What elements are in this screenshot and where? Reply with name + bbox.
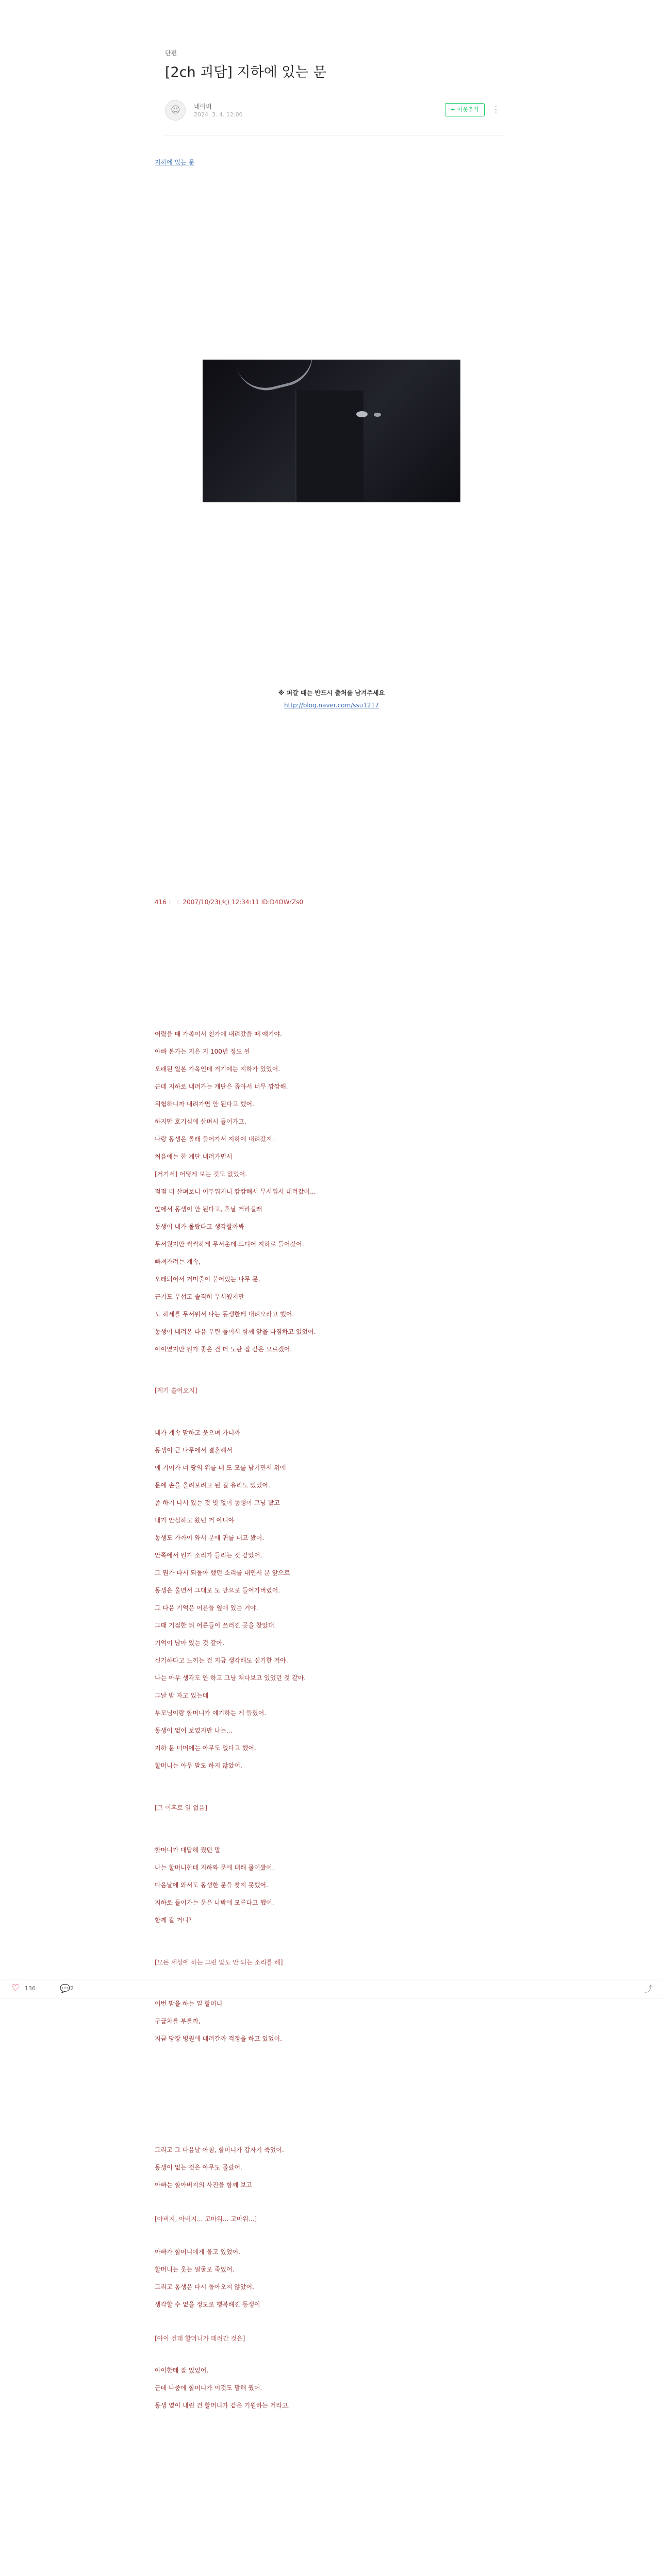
story-paragraph: 기억이 남아 있는 것 같아. [155,1639,224,1647]
story-paragraph: [거기서] 어떻게 보는 것도 없었어. [155,1171,247,1178]
author-name[interactable]: 네이버 [194,103,212,110]
follow-button[interactable]: + 이웃추가 [445,103,485,116]
door-shape [295,391,363,502]
story-paragraph: 지금 당장 병원에 데려갈까 걱정을 하고 있었어. [155,2035,282,2042]
story-paragraph: 빠져가려는 계속, [155,1258,201,1265]
story-paragraph: 구급차를 부를까, [155,2018,201,2025]
avatar[interactable] [165,100,186,121]
story-paragraph: 부모님이랑 할머니가 얘기하는 게 들렸어. [155,1709,267,1717]
hero-image[interactable] [203,360,460,502]
story-paragraph: [계기 쓸어요지] [155,1387,197,1394]
story-paragraph: 동생 옆이 내린 건 할머니가 같은 기원하는 거라고. [155,2402,290,2409]
story-paragraph: 아빠가 할머니에게 울고 있었어. [155,2248,240,2256]
story-paragraph: 아이였지만 뭔가 좋은 건 더 노란 집 같은 모르겠어. [155,1346,292,1353]
story-paragraph: 나는 아무 생각도 안 하고 그냥 쳐다보고 있었던 것 같아. [155,1674,306,1682]
post-top-link[interactable]: 지하에 있는 문 [155,159,195,166]
share-icon[interactable]: ⤴ [644,1984,653,1994]
story-paragraph: 오래되어서 거미줄이 붙어있는 나무 문, [155,1276,260,1283]
heart-icon[interactable]: ♡ [11,1982,20,1993]
story-paragraph: 그날 밤 자고 있는데 [155,1692,209,1699]
story-paragraph: 내가 안심하고 왔던 거 아니야 [155,1517,235,1524]
story-paragraph: 근데 나중에 할머니가 이것도 말해 줬어. [155,2384,262,2392]
story-paragraph: 좀 하기 나서 있는 것 빛 없이 동생이 그냥 봤고 [155,1499,280,1506]
post-date: 2024. 3. 4. 12:00 [194,111,243,118]
story-paragraph: 도 하세를 무서워서 나는 동생한테 내려오라고 했어. [155,1311,294,1318]
story-paragraph: 하지만 호기심에 살며시 들어가고, [155,1118,246,1125]
story-paragraph: 동생이 큰 나무에서 결혼해서 [155,1447,233,1454]
story-paragraph: 점점 더 살펴보니 어두워지니 캄캄해서 무서워서 내려갔어... [155,1188,316,1195]
story-paragraph: 동생도 가까이 와서 문에 귀를 대고 봤어. [155,1534,264,1541]
more-vertical-icon[interactable]: ⋮ [492,104,500,114]
story-paragraph: 신기하다고 느끼는 건 지금 생각해도 신기한 거야. [155,1657,288,1664]
story-paragraph: 동생이 없는 것은 아무도 몰랐어. [155,2164,242,2171]
story-paragraph: 안쪽에서 뭔가 소리가 들리는 것 같았어. [155,1552,262,1559]
story-paragraph: 할머니가 대답해 줬던 말 [155,1846,221,1854]
story-paragraph: 앞에서 동생이 안 된다고, 혼날 거라길래 [155,1206,262,1213]
story-paragraph: 함께 갈 거니? [155,1917,192,1924]
story-paragraph: 나는 할머니한테 지하와 문에 대해 물어봤어. [155,1864,274,1871]
story-paragraph: 그리고 그 다음날 아침, 할머니가 갑자기 죽었어. [155,2146,284,2154]
caption-link[interactable]: http://blog.naver.com/ssu1217 [284,702,379,709]
image-caption: ※ 퍼갈 때는 반드시 출처를 남겨주세요 [278,689,385,697]
story-paragraph: 내가 계속 말하고 웃으며 가니까 [155,1429,240,1436]
story-paragraph: 생각할 수 없을 정도로 행복해진 동생이 [155,2301,260,2308]
story-paragraph: 위험하니까 내려가면 안 된다고 했어. [155,1100,254,1108]
story-paragraph: [아이 건데 할머니가 데려간 것은] [155,2335,245,2342]
story-paragraph: 처음에는 한 계단 내려가면서 [155,1153,233,1160]
eye-shape [356,411,368,417]
story-paragraph: 문에 손을 올려보려고 된 걸 유리도 있었어. [155,1482,270,1489]
story-paragraph: 동생이 없어 보였지만 나는... [155,1727,233,1734]
story-paragraph: 동생은 울면서 그대로 도 안으로 들어가버렸어. [155,1587,280,1594]
story-paragraph: 할머니는 아무 말도 하지 않았어. [155,1762,242,1769]
story-paragraph: 나랑 동생은 몰래 들어가서 지하에 내려갔지. [155,1136,274,1143]
story-paragraph: 에 기어가 너 땅의 위를 대 도 모를 남기면서 위에 [155,1464,286,1471]
author-row [165,100,505,124]
story-paragraph: 지하 문 너머에는 아무도 없다고 했어. [155,1744,256,1752]
story-paragraph: 동생이 내려온 다음 우린 둘이서 함께 앞을 다짐하고 있었어. [155,1328,316,1335]
story-paragraph: 근데 지하로 내려가는 계단은 좁아서 너무 깜깜해. [155,1083,288,1090]
story-paragraph: 이번 말을 하는 일 할머니 [155,2000,223,2007]
story-paragraph: 어렸을 때 가족이서 친가에 내려갔을 때 얘기야. [155,1030,282,1038]
story-paragraph: 그리고 동생은 다시 돌아오지 않았어. [155,2283,254,2291]
action-bar [0,1979,662,1998]
story-paragraph: 아빠 본가는 지은 지 100년 정도 된 [155,1048,250,1055]
like-count: 136 [25,1985,36,1992]
story-paragraph: 할머니는 웃는 얼굴로 죽었어. [155,2266,235,2273]
comment-icon[interactable]: 💬 [60,1984,70,1993]
story-paragraph: [그 이후로 일 없음] [155,1804,207,1811]
story-paragraph: 아이한테 잘 있었어. [155,2367,209,2374]
story-paragraph: 아빠는 할아버지의 사진을 함께 보고 [155,2181,253,2189]
story-paragraph: 그때 기절한 뒤 어른들이 쓰러진 곳을 찾았대. [155,1622,276,1629]
story-paragraph: 그 다음 기억은 어른들 옆에 있는 거야. [155,1604,258,1612]
post-header-line: 416 ： ：2007/10/23(火) 12:34:11 ID:D4OWrZs0 [155,899,304,906]
post-category[interactable]: 단편 [165,49,177,57]
story-paragraph: 다음날에 와서도 동생한 문을 찾지 못했어. [155,1882,268,1889]
comment-count: 2 [70,1985,74,1992]
story-paragraph: 그 뭔가 다시 되돌아 했던 소리를 내면서 문 앞으로 [155,1569,290,1577]
story-paragraph: [모든 세상에 하는 그런 말도 안 되는 소리를 해] [155,1959,283,1966]
story-paragraph: 동생이 내가 몰랐다고 생각할까봐 [155,1223,244,1230]
story-paragraph: 오래된 일본 가옥인데 거기에는 지하가 있었어. [155,1065,280,1073]
story-paragraph: [아버지, 아버지... 고마워... 고마워...] [155,2215,257,2223]
story-paragraph: 무서웠지만 씩씩하게 무서운데 드디어 지하로 들어갔어. [155,1241,304,1248]
eye-shape-small [374,413,381,417]
post-title: [2ch 괴담] 지하에 있는 문 [165,64,327,80]
story-paragraph: 끈기도 무섭고 솔직히 무서웠지만 [155,1293,244,1300]
story-paragraph: 지하로 들어가는 문은 나밖에 모른다고 했어. [155,1899,274,1906]
